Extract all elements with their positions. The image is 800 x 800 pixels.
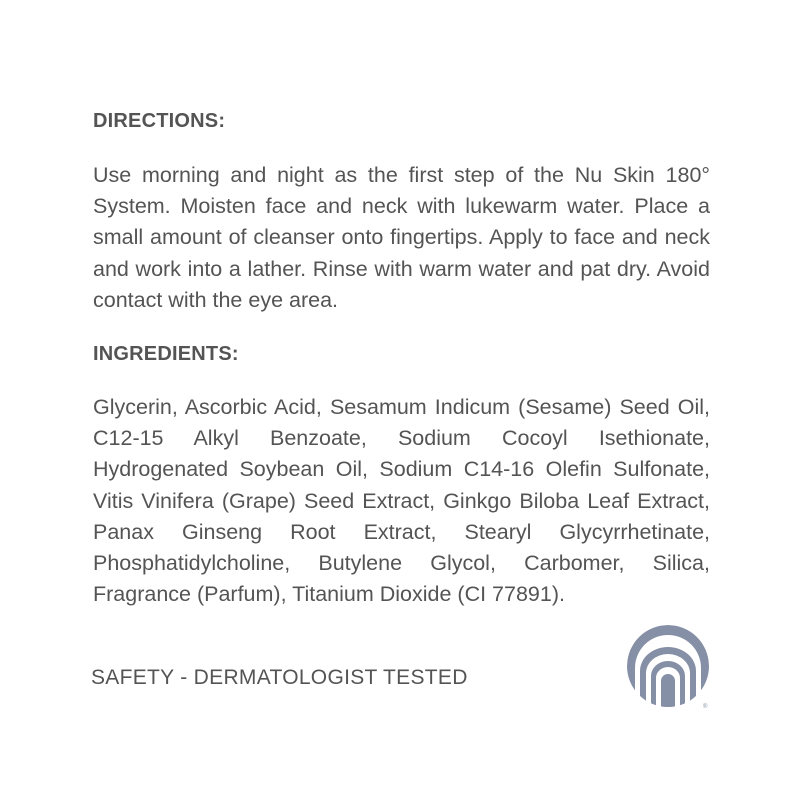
ingredients-heading: INGREDIENTS: bbox=[93, 343, 239, 365]
directions-heading: DIRECTIONS: bbox=[93, 110, 226, 132]
registered-mark: ® bbox=[703, 704, 708, 710]
directions-text: Use morning and night as the first step of the Nu Skin 180° System. Moisten face and neck with lukewarm water. Place a small amount of cleanser onto fingertips. Apply to face and neck and work into a lather. Rinse with warm water and pat dry. Avoid contact with the eye area. bbox=[93, 163, 710, 312]
safety-statement: SAFETY - DERMATOLOGIST TESTED bbox=[91, 666, 468, 689]
ingredients-text: Glycerin, Ascorbic Acid, Sesamum Indicum (Sesame) Seed Oil, C12-15 Alkyl Benzoate, Sodium Cocoyl Isethionate, Hydrogenated Soybean Oil, Sodium C14-16 Olefin Sulfonate, Vitis Vinifera (Grape) Seed Extract, Ginkgo Biloba Leaf Extract, Panax Ginseng Root Extract, Stearyl Glycyrrhetinate, Phosphatidylcholine, Butylene Glycol, Carbomer, Silica, Fragrance (Parfum), Titanium Dioxide (CI 77891). bbox=[93, 395, 710, 607]
nu-skin-logo-icon bbox=[626, 624, 710, 712]
